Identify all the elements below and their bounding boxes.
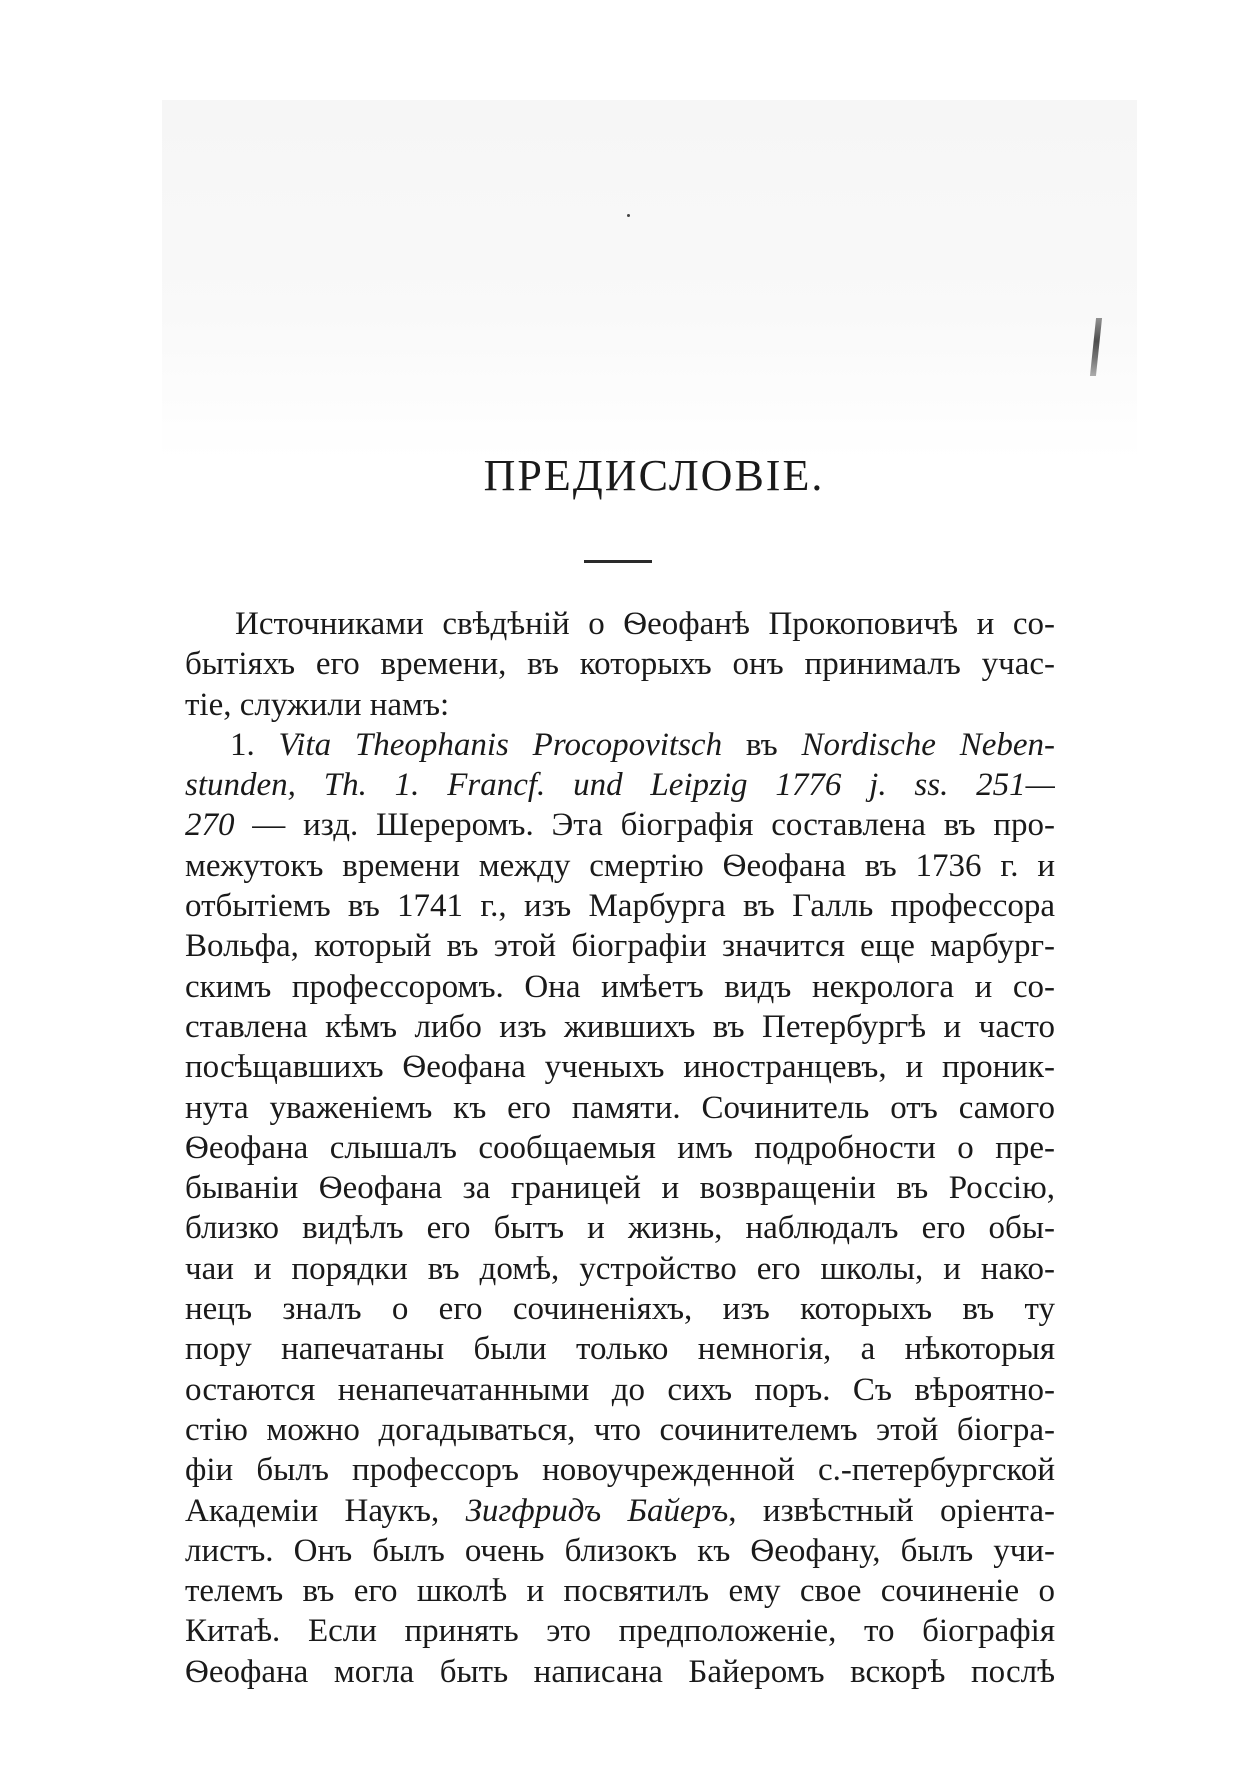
text-segment: 1. [230,726,279,763]
text-line [185,1289,1055,1329]
text-line [185,1450,1055,1490]
text-segment: Китаѣ. Если принять это предположеніе, то біографія [185,1613,1055,1650]
text-line [185,1611,1055,1651]
text-segment: остаются ненапечатанными до сихъ поръ. Съ вѣроятно- [185,1371,1055,1408]
text-line [185,1329,1055,1369]
italic-segment: Зигфридъ Байеръ [465,1492,729,1529]
text-segment: тіе, служили намъ: [185,686,450,723]
text-segment: чаи и порядки въ домѣ, устройство его школы, и нако- [185,1250,1055,1287]
text-line [185,1007,1055,1047]
text-segment: листъ. Онъ былъ очень близокъ къ Ѳеофану, былъ учи- [185,1532,1055,1569]
text-segment: Вольфа, который въ этой біографіи значится еще марбург- [185,928,1055,965]
text-line [185,967,1055,1007]
text-line [185,765,1055,805]
italic-segment: 270 [185,807,235,844]
text-segment: Ѳеофана могла быть написана Байеромъ вскорѣ послѣ [185,1653,1055,1690]
text-line [185,1491,1055,1531]
text-line [185,1168,1055,1208]
text-line [185,1410,1055,1450]
text-segment: нута уваженіемъ къ его памяти. Сочинитель отъ самого [185,1089,1055,1126]
text-segment: фіи былъ профессоръ новоучрежденной с.-петербургской [185,1452,1055,1489]
text-line [185,1128,1055,1168]
text-line [185,1249,1055,1289]
text-segment: ставлена кѣмъ либо изъ жившихъ въ Петербургѣ и часто [185,1008,1055,1045]
text-segment: посѣщавшихъ Ѳеофана ученыхъ иностранцевъ, и проник- [185,1049,1055,1086]
text-segment: телемъ въ его школѣ и посвятилъ ему свое сочиненіе о [185,1573,1055,1610]
text-segment: межутокъ времени между смертію Ѳеофана въ 1736 г. и [185,847,1055,884]
text-line [185,644,1055,684]
text-line [185,805,1055,845]
italic-segment: Vita Theophanis Procopovitsch [278,726,723,763]
text-line [185,1652,1055,1692]
text-line [185,725,1055,765]
text-segment: отбытіемъ въ 1741 г., изъ Марбурга въ Галль профессора [185,888,1055,925]
text-line [185,1531,1055,1571]
text-line [185,1047,1055,1087]
text-line [185,1370,1055,1410]
text-line [185,926,1055,966]
text-segment: бываніи Ѳеофана за границей и возвращеніи въ Россію, [185,1170,1055,1207]
text-segment: въ [722,726,802,763]
text-segment: бытіяхъ его времени, въ которыхъ онъ принималъ учас- [185,646,1055,683]
text-segment: стію можно догадываться, что сочинителемъ этой біогра- [185,1411,1055,1448]
text-line [185,685,1055,725]
text-line [185,604,1055,644]
text-line [185,1208,1055,1248]
text-segment: нецъ зналъ о его сочиненіяхъ, изъ которыхъ въ ту [185,1291,1055,1328]
preface-text [185,604,1055,1692]
text-line [185,846,1055,886]
text-segment: — изд. Шереромъ. Эта біографія составлена въ про- [234,807,1055,844]
italic-segment: stunden, Th. 1. Francf. und Leipzig 1776 j. ss. 251— [185,767,1055,804]
page-title: ПРЕДИСЛОВІЕ. [483,451,825,500]
text-line [185,886,1055,926]
text-segment: Ѳеофана слышалъ сообщаемыя имъ подробности о пре- [185,1129,1055,1166]
italic-segment: Nordische Neben- [801,726,1055,763]
scan-shading [162,100,1137,460]
title-divider [584,560,652,563]
text-line [185,1571,1055,1611]
text-segment: Источниками свѣдѣній о Ѳеофанѣ Прокоповичѣ и со- [235,606,1055,642]
text-segment: пору напечатаны были только немногія, а нѣкоторыя [185,1331,1055,1368]
speck-mark [627,214,630,217]
text-segment: скимъ профессоромъ. Она имѣетъ видъ некролога и со- [185,968,1055,1005]
text-line [185,1088,1055,1128]
text-segment: близко видѣлъ его бытъ и жизнь, наблюдалъ его обы- [185,1210,1055,1247]
text-segment: Академіи Наукъ, [185,1492,466,1529]
text-segment: , извѣстный оріента- [728,1492,1055,1529]
